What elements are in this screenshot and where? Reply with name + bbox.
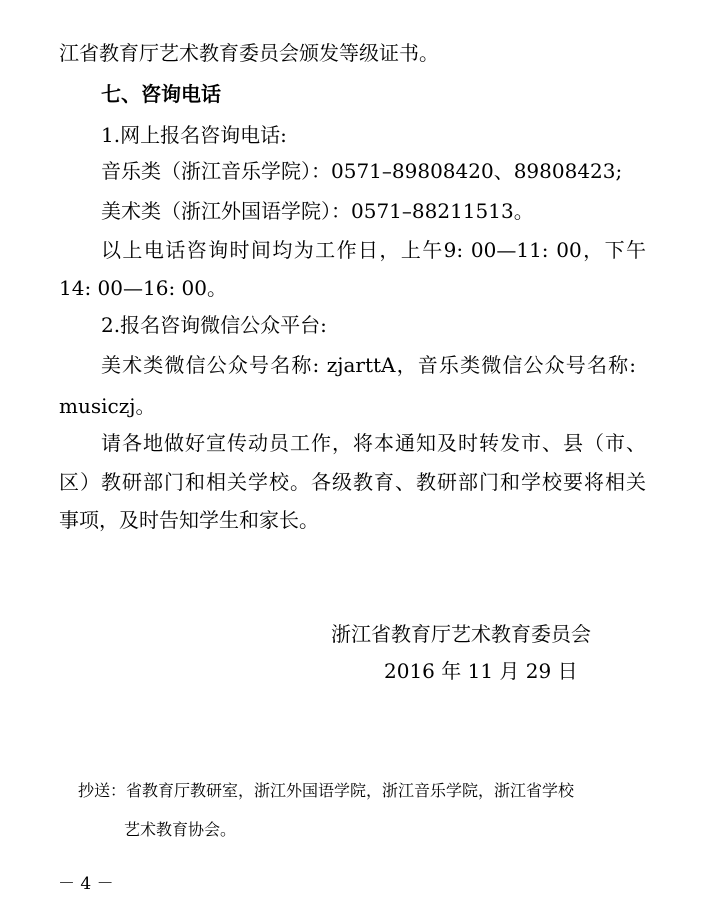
- section-title-consult-phone: 七、咨询电话: [101, 82, 221, 106]
- subsection-wechat-title: 2.报名咨询微信公众平台:: [101, 313, 327, 337]
- page-number: － 4 －: [58, 874, 114, 894]
- art-phone-line: 美术类（浙江外国语学院）：0571–88211513。: [101, 199, 534, 223]
- notice-line-3: 事项，及时告知学生和家长。: [59, 508, 319, 532]
- cc-line-1: 抄送：省教育厅教研室，浙江外国语学院，浙江音乐学院，浙江省学校: [78, 781, 575, 800]
- music-phone-line: 音乐类（浙江音乐学院）：0571–89808420、89808423;: [101, 159, 623, 183]
- signature-date: 2016 年 11 月 29 日: [384, 659, 578, 683]
- wechat-account-line-1: 美术类微信公众号名称: zjarttA，音乐类微信公众号名称:: [101, 353, 636, 377]
- cc-line-2: 艺术教育协会。: [124, 820, 237, 839]
- consult-hours-line-1: 以上电话咨询时间均为工作日，上午9: 00—11: 00，下午: [101, 238, 646, 262]
- subsection-online-phone-title: 1.网上报名咨询电话:: [101, 123, 287, 147]
- signature-issuer: 浙江省教育厅艺术教育委员会: [331, 622, 591, 646]
- notice-line-1: 请各地做好宣传动员工作，将本通知及时转发市、县（市、: [101, 431, 646, 455]
- body-line-continuation: 江省教育厅艺术教育委员会颁发等级证书。: [59, 41, 439, 65]
- notice-line-2: 区）教研部门和相关学校。各级教育、教研部门和学校要将相关: [59, 470, 646, 494]
- wechat-account-line-2: musiczj。: [59, 394, 156, 418]
- consult-hours-line-2: 14: 00—16: 00。: [59, 276, 227, 300]
